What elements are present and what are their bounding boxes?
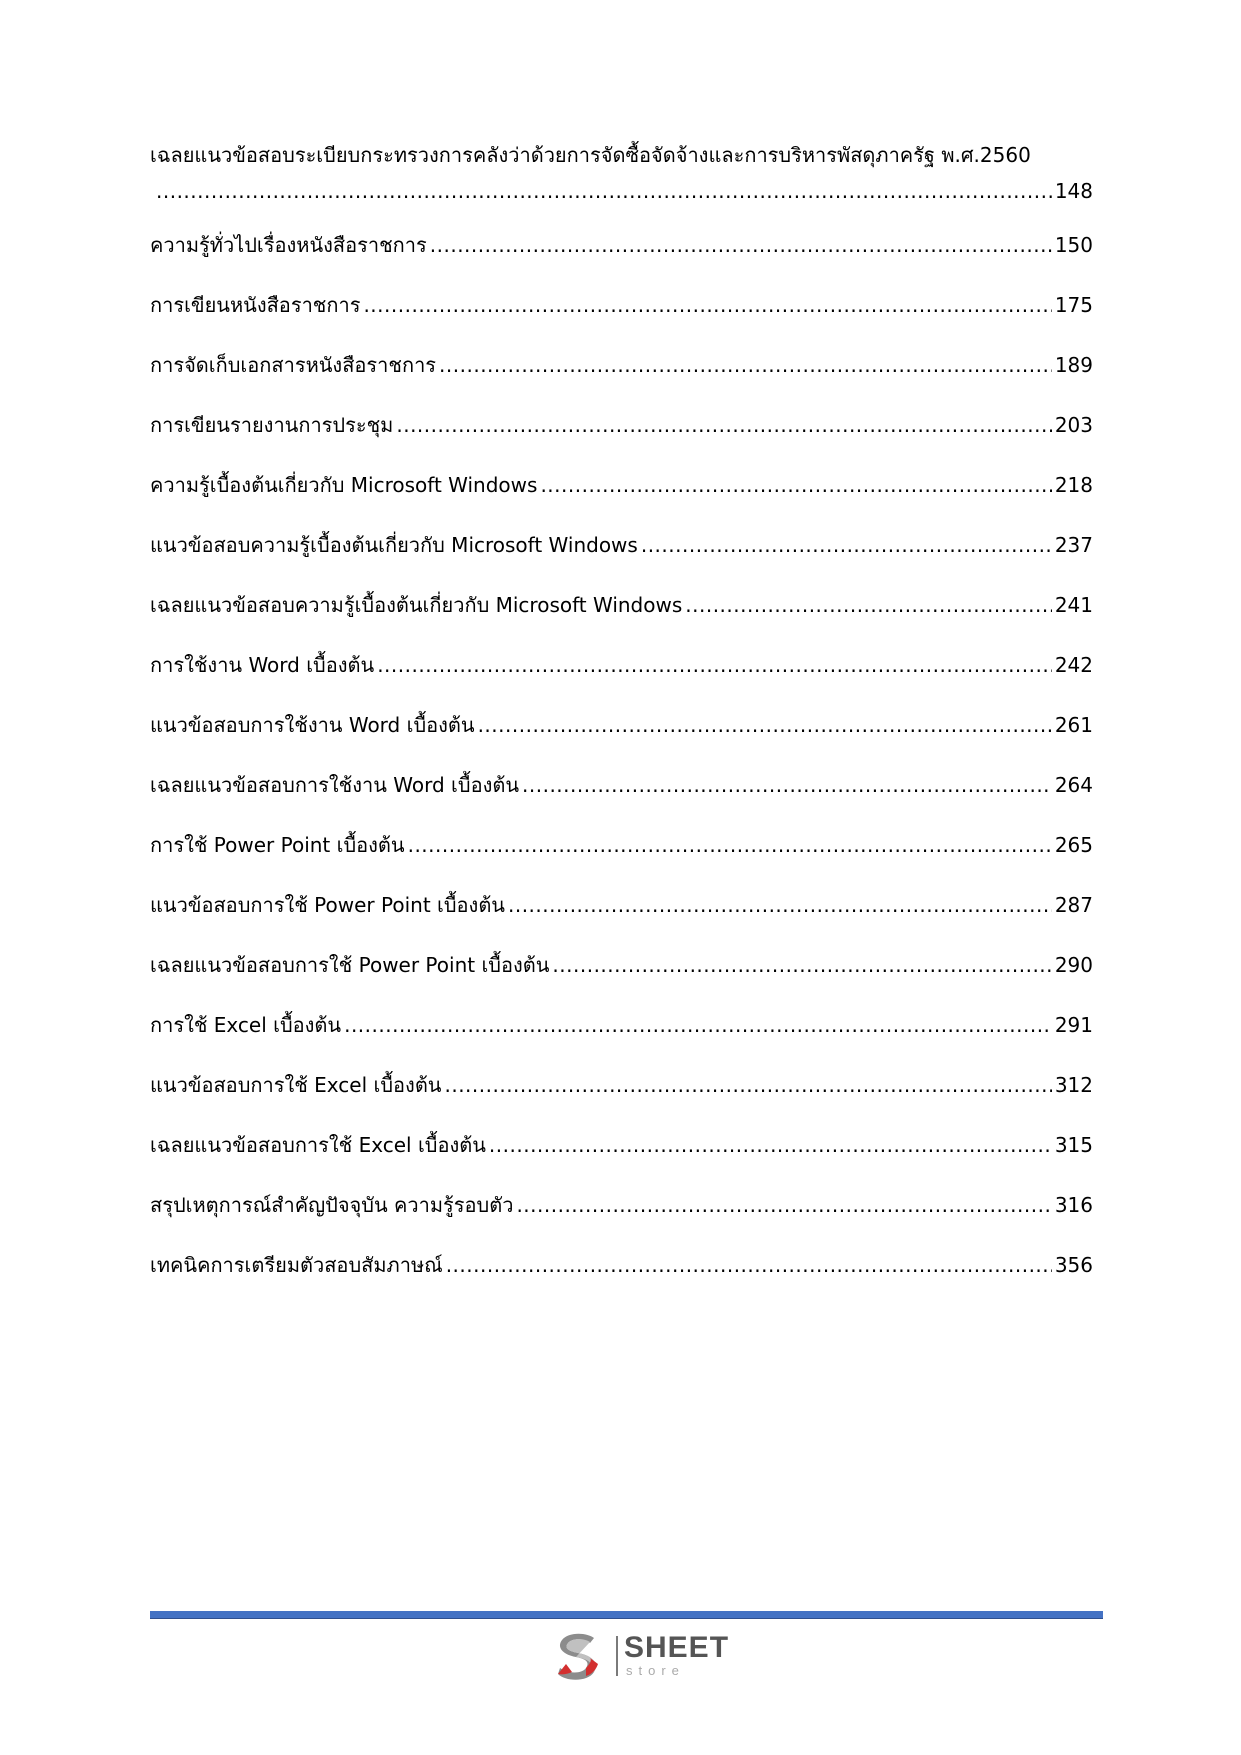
dot-leader <box>522 769 1052 801</box>
logo-wordmark: SHEET <box>624 1631 730 1664</box>
toc-entry-page: 287 <box>1054 893 1093 917</box>
toc-entry-page: 291 <box>1054 1013 1093 1037</box>
toc-entry-title: แนวข้อสอบการใช้งาน Word เบื้องต้น <box>150 713 475 737</box>
toc-entry-page: 264 <box>1054 773 1093 797</box>
toc-entry[interactable] <box>150 769 1093 801</box>
toc-entry-title: ความรู้ทั่วไปเรื่องหนังสือราชการ <box>150 233 427 257</box>
sheet-store-logo <box>550 1628 730 1684</box>
dot-leader <box>641 529 1052 561</box>
toc-entry[interactable] <box>150 589 1093 621</box>
dot-leader <box>446 1249 1052 1281</box>
toc-entry-page: 218 <box>1054 473 1093 497</box>
dot-leader <box>685 589 1052 621</box>
toc-entry-page: 265 <box>1054 833 1093 857</box>
dot-leader <box>552 949 1051 981</box>
toc-entry-page: 203 <box>1054 413 1093 437</box>
toc-entry[interactable] <box>150 1189 1093 1221</box>
dot-leader <box>377 649 1052 681</box>
toc-entry[interactable] <box>150 229 1093 261</box>
logo-subtitle: store <box>626 1663 685 1678</box>
toc-entry-title: แนวข้อสอบการใช้ Power Point เบื้องต้น <box>150 893 505 917</box>
toc-entry-title: การใช้งาน Word เบื้องต้น <box>150 653 375 677</box>
toc-entry-page: 175 <box>1054 293 1093 317</box>
sheet-store-logo-mark-icon <box>550 1628 606 1684</box>
toc-entry[interactable] <box>150 1069 1093 1101</box>
toc-entry[interactable] <box>150 409 1093 441</box>
toc-entry[interactable] <box>150 1129 1093 1161</box>
toc-entry-page: 150 <box>1054 233 1093 257</box>
toc-entry-page: 241 <box>1054 593 1093 617</box>
logo-divider <box>616 1636 618 1676</box>
dot-leader <box>439 349 1052 381</box>
dot-leader <box>540 469 1051 501</box>
dot-leader <box>344 1009 1052 1041</box>
dot-leader <box>396 409 1051 441</box>
toc-entry-page: 316 <box>1054 1193 1093 1217</box>
toc-entry[interactable] <box>150 529 1093 561</box>
dot-leader <box>516 1189 1051 1221</box>
toc-entry[interactable] <box>150 949 1093 981</box>
toc-entry-title: เฉลยแนวข้อสอบการใช้ Excel เบื้องต้น <box>150 1133 486 1157</box>
toc-entry[interactable] <box>150 709 1093 741</box>
toc-entry-title: การใช้ Power Point เบื้องต้น <box>150 833 405 857</box>
toc-entry[interactable] <box>150 889 1093 921</box>
dot-leader <box>363 289 1051 321</box>
toc-entry-page: 242 <box>1054 653 1093 677</box>
dot-leader <box>156 175 1052 207</box>
toc-entry[interactable] <box>150 289 1093 321</box>
toc-entry-title: การใช้ Excel เบื้องต้น <box>150 1013 342 1037</box>
dot-leader <box>478 709 1052 741</box>
toc-entry-page: 290 <box>1054 953 1093 977</box>
footer-divider <box>150 1611 1103 1619</box>
toc-entry[interactable] <box>150 1009 1093 1041</box>
toc-entry-title: ความรู้เบื้องต้นเกี่ยวกับ Microsoft Windows <box>150 473 538 497</box>
toc-entry-title: สรุปเหตุการณ์สำคัญปัจจุบัน ความรู้รอบตัว <box>150 1193 514 1217</box>
dot-leader <box>408 829 1052 861</box>
dot-leader <box>430 229 1052 261</box>
toc-entry-title: เฉลยแนวข้อสอบการใช้ Power Point เบื้องต้น <box>150 953 550 977</box>
toc-entry-title: แนวข้อสอบความรู้เบื้องต้นเกี่ยวกับ Microsoft Windows <box>150 533 638 557</box>
toc-entry-page: 148 <box>1054 179 1093 203</box>
toc-entry-continuation[interactable] <box>150 175 1093 207</box>
toc-entry[interactable] <box>150 649 1093 681</box>
toc-entry[interactable] <box>150 349 1093 381</box>
toc-entry-page: 261 <box>1054 713 1093 737</box>
toc-entry-page: 356 <box>1054 1253 1093 1277</box>
toc-entry[interactable] <box>150 829 1093 861</box>
toc-entry[interactable] <box>150 469 1093 501</box>
toc-entry-page: 189 <box>1054 353 1093 377</box>
dot-leader <box>508 889 1052 921</box>
toc-entry-page: 312 <box>1054 1073 1093 1097</box>
toc-entry-title: การเขียนหนังสือราชการ <box>150 293 361 317</box>
toc-entry[interactable] <box>150 139 1093 171</box>
toc-entry-title: เทคนิคการเตรียมตัวสอบสัมภาษณ์ <box>150 1253 443 1277</box>
toc-entry[interactable] <box>150 1249 1093 1281</box>
toc-entry-page: 237 <box>1054 533 1093 557</box>
toc-entry-page: 315 <box>1054 1133 1093 1157</box>
toc-entry-title: เฉลยแนวข้อสอบการใช้งาน Word เบื้องต้น <box>150 773 520 797</box>
toc-entry-title: การจัดเก็บเอกสารหนังสือราชการ <box>150 353 437 377</box>
toc-entry-title: การเขียนรายงานการประชุม <box>150 413 394 437</box>
dot-leader <box>489 1129 1052 1161</box>
toc-entry-title: แนวข้อสอบการใช้ Excel เบื้องต้น <box>150 1073 442 1097</box>
dot-leader <box>444 1069 1051 1101</box>
toc-entry-title: เฉลยแนวข้อสอบความรู้เบื้องต้นเกี่ยวกับ Microsoft Windows <box>150 593 683 617</box>
toc-entry-title: เฉลยแนวข้อสอบระเบียบกระทรวงการคลังว่าด้วยการจัดซื้อจัดจ้างและการบริหารพัสดุภาครัฐ พ.ศ.2560 <box>150 143 1031 167</box>
